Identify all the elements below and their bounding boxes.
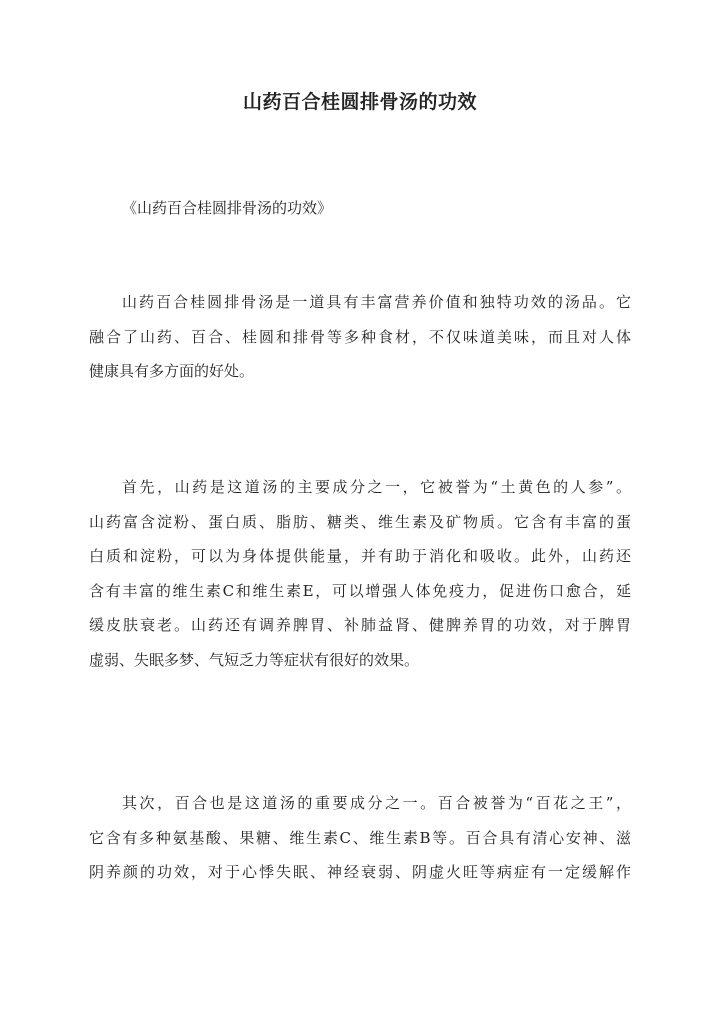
paragraph-line: 健康具有多方面的好处。 — [89, 362, 255, 380]
paragraph-line: 融合了山药、百合、桂圆和排骨等多种食材，不仅味道美味，而且对人体 — [89, 327, 631, 346]
paragraph-line: 山药富含淀粉、蛋白质、脂肪、糖类、维生素及矿物质。它含有丰富的蛋 — [89, 512, 631, 531]
paragraph-line: 首先，山药是这道汤的主要成分之一，它被誉为“土黄色的人参”。 — [122, 478, 631, 496]
document-subtitle: 《山药百合桂圆排骨汤的功效》 — [122, 199, 333, 217]
document-title: 山药百合桂圆排骨汤的功效 — [242, 91, 477, 113]
paragraph-line: 山药百合桂圆排骨汤是一道具有丰富营养价值和独特功效的汤品。它 — [122, 293, 631, 311]
paragraph-line: 虚弱、失眠多梦、气短乏力等症状有很好的效果。 — [89, 650, 420, 669]
paragraph-yam — [89, 470, 631, 677]
paragraph-line: 其次，百合也是这道汤的重要成分之一。百合被誉为“百花之王”， — [122, 794, 631, 812]
paragraph-intro — [89, 285, 631, 389]
paragraph-line: 缓皮肤衰老。山药还有调养脾胃、补肺益肾、健脾养胃的功效，对于脾胃 — [89, 616, 631, 634]
paragraph-line: 白质和淀粉，可以为身体提供能量，并有助于消化和吸收。此外，山药还 — [89, 547, 631, 565]
paragraph-line: 阴养颜的功效，对于心悸失眠、神经衰弱、阴虚火旺等病症有一定缓解作 — [89, 863, 631, 881]
paragraph-lily — [89, 786, 631, 890]
paragraph-line: 它含有多种氨基酸、果糖、维生素C、维生素B等。百合具有清心安神、滋 — [89, 828, 631, 847]
paragraph-line: 含有丰富的维生素C和维生素E，可以增强人体免疫力，促进伤口愈合，延 — [89, 581, 631, 600]
